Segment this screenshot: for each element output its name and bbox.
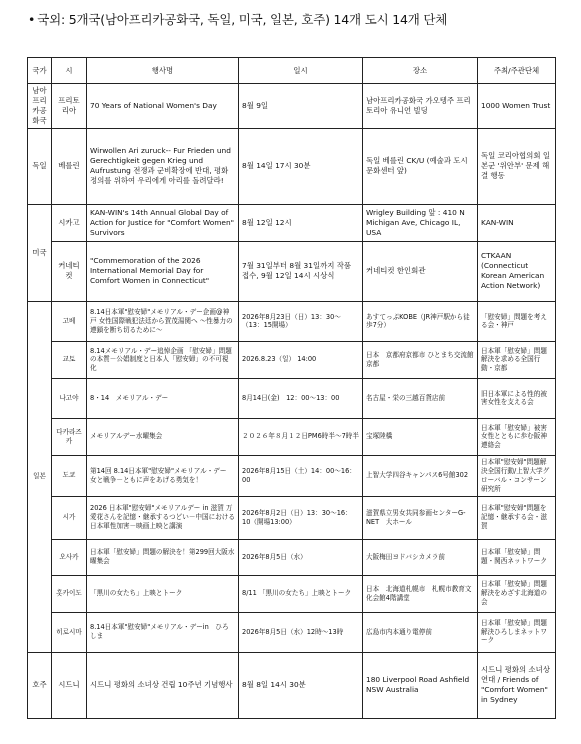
city-cell: 고베 bbox=[52, 301, 87, 341]
date-cell: 8月14日(金) 12：00～13：00 bbox=[239, 378, 363, 418]
event-cell: 8・14 メモリアル・デー bbox=[87, 378, 239, 418]
title-text: 국외: 5개국(남아프리카공화국, 독일, 미국, 일본, 호주) 14개 도시 14개 단체 bbox=[37, 12, 448, 27]
date-cell: 8월 9일 bbox=[239, 84, 363, 129]
org-cell: 日本軍「慰安婦」問題解決を求める全国行動・京都 bbox=[478, 341, 556, 378]
org-cell: KAN-WIN bbox=[478, 204, 556, 241]
org-cell: 독일 코리아협의회 일본군 '위안부' 문제 해결 행동 bbox=[478, 128, 556, 204]
date-cell: 2026.8.23（일） 14:00 bbox=[239, 341, 363, 378]
table-row bbox=[28, 612, 556, 652]
table-row bbox=[28, 378, 556, 418]
place-cell: 大阪梅田ヨドバシカメラ前 bbox=[363, 539, 478, 575]
city-cell: 프리토리아 bbox=[52, 84, 87, 129]
event-cell: 第14回 8.14日本軍"慰安婦"メモリアル・デー 女と戦争－ともに声をあげる勇気を！ bbox=[87, 455, 239, 496]
org-cell: 旧日本軍による性的被害女性を支える会 bbox=[478, 378, 556, 418]
table-row bbox=[28, 301, 556, 341]
country-cell: 미국 bbox=[28, 204, 52, 301]
header-org: 주최/주관단체 bbox=[478, 58, 556, 84]
date-cell: 2026年8月15日（土）14：00～16：00 bbox=[239, 455, 363, 496]
table-row bbox=[28, 539, 556, 575]
header-date: 일시 bbox=[239, 58, 363, 84]
city-cell: 시드니 bbox=[52, 652, 87, 718]
place-cell: 남아프리카공화국 가오텡주 프리토리아 유니언 빌딩 bbox=[363, 84, 478, 129]
place-cell: 滋賀県立男女共同参画センターG-NET 大ホール bbox=[363, 496, 478, 539]
table-row bbox=[28, 455, 556, 496]
country-cell: 일본 bbox=[28, 301, 52, 652]
date-cell: 7월 31일부터 8월 31일까지 작품 접수, 9월 12일 14시 시상식 bbox=[239, 241, 363, 301]
place-cell: 日本 北海道札幌市 札幌市教育文化会館4階講堂 bbox=[363, 575, 478, 612]
place-cell: 日本 京都府京都市 ひとまち交流館京都 bbox=[363, 341, 478, 378]
date-cell: 8/11 「黒川の女たち」上映とトーク bbox=[239, 575, 363, 612]
country-cell: 남아프리카공화국 bbox=[28, 84, 52, 129]
event-cell: 2026 日本軍"慰安婦"メモリアルデー in 滋賀 万愛花さんを記憶・継承するつどい－中国における日本軍性加害－映画上映と講演 bbox=[87, 496, 239, 539]
table-header-row bbox=[28, 58, 556, 84]
city-cell: 커네티컷 bbox=[52, 241, 87, 301]
city-cell: 베를린 bbox=[52, 128, 87, 204]
table-row bbox=[28, 128, 556, 204]
header-event: 행사명 bbox=[87, 58, 239, 84]
country-cell: 독일 bbox=[28, 128, 52, 204]
event-cell: KAN-WIN's 14th Annual Global Day of Action for Justice for "Comfort Women" Survivors bbox=[87, 204, 239, 241]
date-cell: ２０２６年８月１２日PM6時半～7時半 bbox=[239, 418, 363, 455]
events-table bbox=[27, 57, 556, 719]
date-cell: 2026年8月23日（日）13：30～（13：15開場） bbox=[239, 301, 363, 341]
date-cell: 2026年8月5日（水）12時～13時 bbox=[239, 612, 363, 652]
table-row bbox=[28, 496, 556, 539]
place-cell: 宝塚陸橋 bbox=[363, 418, 478, 455]
city-cell: 오사카 bbox=[52, 539, 87, 575]
place-cell: 커네티컷 한인회관 bbox=[363, 241, 478, 301]
table-row bbox=[28, 204, 556, 241]
org-cell: 日本軍"慰安婦"問題を記憶・継承する会・滋賀 bbox=[478, 496, 556, 539]
table-row bbox=[28, 652, 556, 718]
org-cell: 日本軍"慰安婦"問題解決全国行動/上智大学グローバル・コンサーン研究所 bbox=[478, 455, 556, 496]
header-city: 시 bbox=[52, 58, 87, 84]
date-cell: 8월 14일 17시 30분 bbox=[239, 128, 363, 204]
city-cell: 시카고 bbox=[52, 204, 87, 241]
org-cell: 日本軍「慰安婦」問題解決をめざす北海道の会 bbox=[478, 575, 556, 612]
event-cell: 8.14日本軍"慰安婦"メモリアル・デーin ひろしま bbox=[87, 612, 239, 652]
city-cell: 홋카이도 bbox=[52, 575, 87, 612]
event-cell: 8.14メモリアル・デー追悼企画 「慰安婦」問題の本質－公娼制度と日本人「慰安婦」の不可視化 bbox=[87, 341, 239, 378]
city-cell: 시가 bbox=[52, 496, 87, 539]
city-cell: 도쿄 bbox=[52, 455, 87, 496]
city-cell: 다카라즈카 bbox=[52, 418, 87, 455]
event-cell: メモリアルデー水曜集会 bbox=[87, 418, 239, 455]
place-cell: 名古屋・栄の三越百貨店前 bbox=[363, 378, 478, 418]
date-cell: 8월 8일 14시 30분 bbox=[239, 652, 363, 718]
place-cell: Wrigley Building 앞 : 410 N Michigan Ave, Chicago IL, USA bbox=[363, 204, 478, 241]
event-cell: 시드니 평화의 소녀상 건립 10주년 기념행사 bbox=[87, 652, 239, 718]
date-cell: 2026年8月5日（水） bbox=[239, 539, 363, 575]
org-cell: 日本軍「慰安婦」問題・関西ネットワーク bbox=[478, 539, 556, 575]
header-country: 국가 bbox=[28, 58, 52, 84]
place-cell: 독일 베를린 CK/U (예술과 도시문화센터 앞) bbox=[363, 128, 478, 204]
country-cell: 호주 bbox=[28, 652, 52, 718]
org-cell: 日本軍「慰安婦」問題解決ひろしまネットワーク bbox=[478, 612, 556, 652]
event-cell: "Commemoration of the 2026 International Memorial Day for Comfort Women in Connecticut" bbox=[87, 241, 239, 301]
place-cell: 180 Liverpool Road Ashfield NSW Australia bbox=[363, 652, 478, 718]
date-cell: 2026年8月2日（日）13：30～16：10（開場13:00） bbox=[239, 496, 363, 539]
org-cell: 日本軍「慰安婦」被害女性とともに歩む阪神連絡会 bbox=[478, 418, 556, 455]
event-cell: 「黒川の女たち」上映とトーク bbox=[87, 575, 239, 612]
org-cell: 「慰安婦」問題を考える会・神戸 bbox=[478, 301, 556, 341]
event-cell: 8.14日本軍"慰安婦"メモリアル・デー企画@神戸 女性国際戦犯法廷から賀茂湯関へ ～性暴力の連鎖を断ち切るために～ bbox=[87, 301, 239, 341]
city-cell: 히로시마 bbox=[52, 612, 87, 652]
table-row bbox=[28, 84, 556, 129]
table-row bbox=[28, 418, 556, 455]
table-row bbox=[28, 575, 556, 612]
event-cell: 70 Years of National Women's Day bbox=[87, 84, 239, 129]
event-cell: 日本軍「慰安婦」問題の解決を！第299回大阪水曜集会 bbox=[87, 539, 239, 575]
bullet-icon: • bbox=[28, 12, 36, 27]
table-row bbox=[28, 241, 556, 301]
event-cell: Wirwollen Ari zuruck-- Fur Frieden und Gerechtigkeit gegen Krieg und Aufrustung 전쟁과 군비확장에 반대, 평화정의를 위하여 우리에게 아리를 돌려달라! bbox=[87, 128, 239, 204]
city-cell: 교토 bbox=[52, 341, 87, 378]
place-cell: 上智大学四谷キャンパス6号館302 bbox=[363, 455, 478, 496]
date-cell: 8월 12일 12시 bbox=[239, 204, 363, 241]
place-cell: 広島市内本通り電停前 bbox=[363, 612, 478, 652]
table-row bbox=[28, 341, 556, 378]
org-cell: CTKAAN (Connecticut Korean American Action Network) bbox=[478, 241, 556, 301]
place-cell: あすてっぷKOBE（JR神戸駅から徒歩7分） bbox=[363, 301, 478, 341]
city-cell: 나고야 bbox=[52, 378, 87, 418]
org-cell: 시드니 평화의 소녀상 연대 / Friends of "Comfort Women" in Sydney bbox=[478, 652, 556, 718]
document-title bbox=[28, 10, 447, 28]
header-place: 장소 bbox=[363, 58, 478, 84]
org-cell: 1000 Women Trust bbox=[478, 84, 556, 129]
